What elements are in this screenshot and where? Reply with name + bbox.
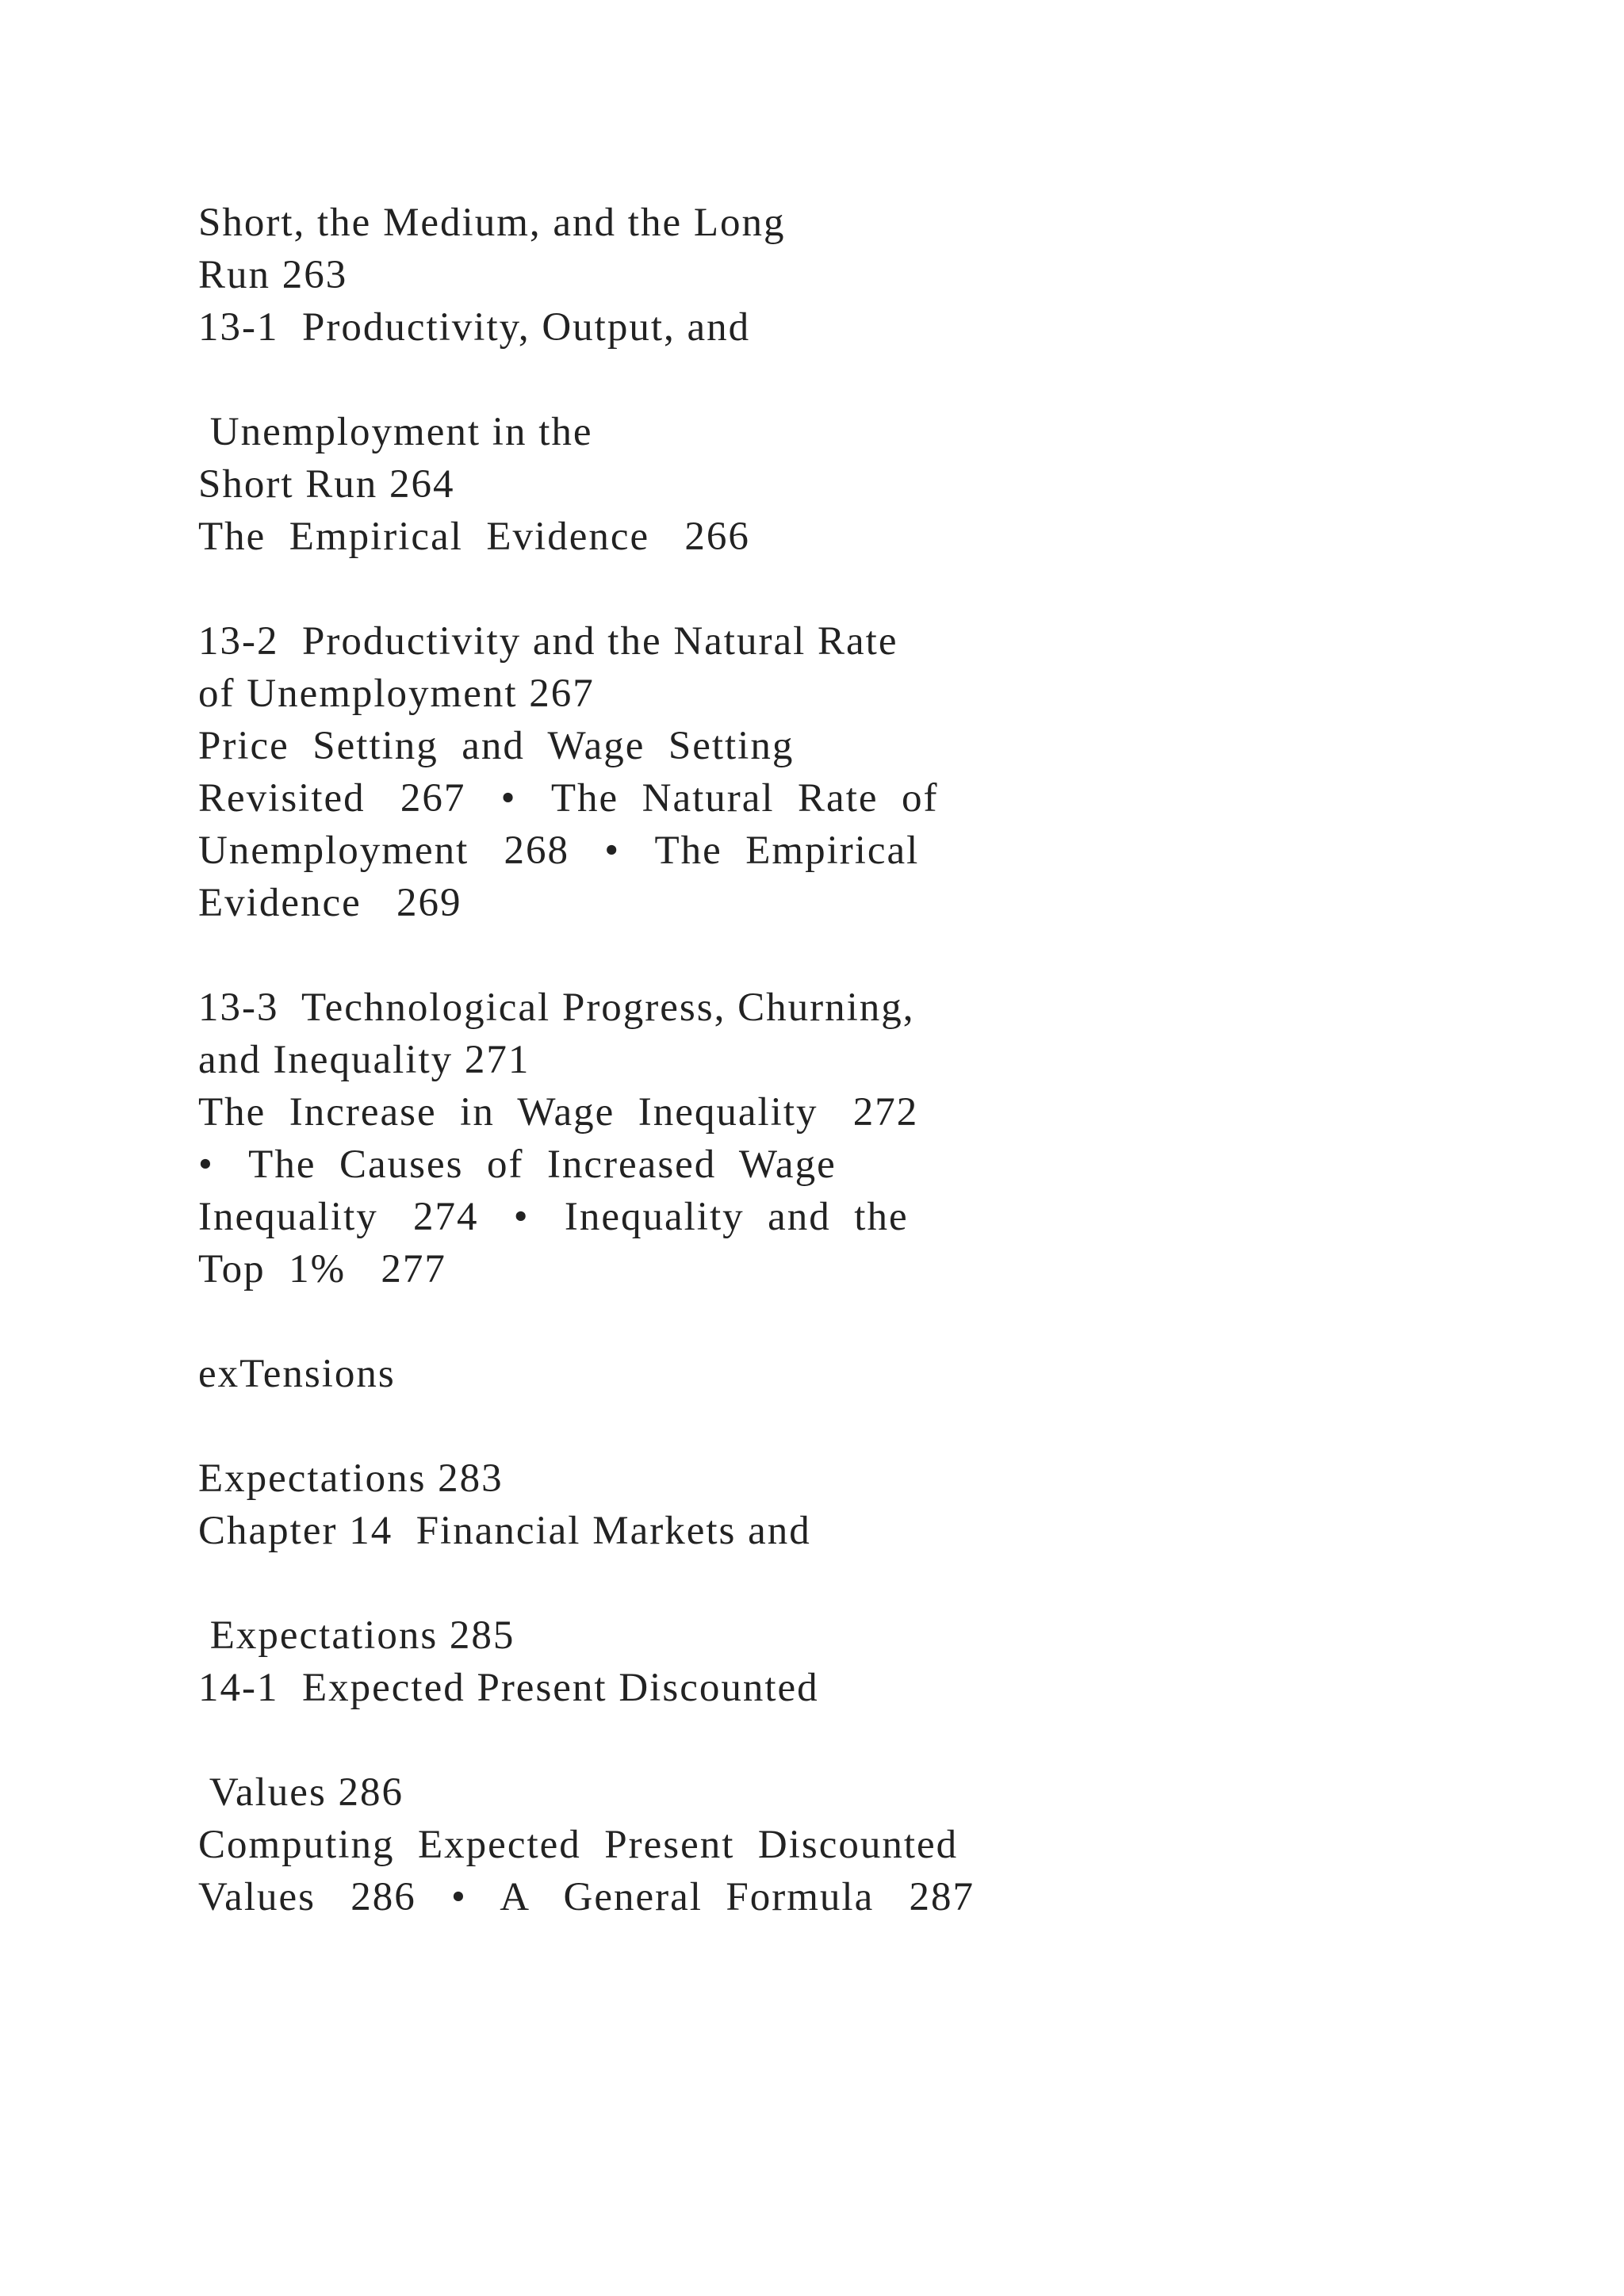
text-line-17: and Inequality 271 [198,1038,530,1082]
text-line-9: 13-2 Productivity and the Natural Rate [198,619,898,664]
text-line-14: Evidence 269 [198,881,462,925]
text-line-18: The Increase in Wage Inequality 272 [198,1090,919,1135]
text-line-29: 14-1 Expected Present Discounted [198,1666,819,1710]
text-line-5: Unemployment in the [198,410,593,454]
text-line-23: exTensions [198,1352,396,1396]
text-line-31: Values 286 [198,1770,404,1815]
text-line-26: Chapter 14 Financial Markets and [198,1509,811,1553]
blank-line [198,1295,1467,1348]
blank-line [198,1714,1467,1766]
blank-line [198,929,1467,982]
text-line-20: Inequality 274 • Inequality and the [198,1195,909,1239]
text-line-33: Values 286 • A General Formula 287 [198,1875,975,1919]
text-line-3: 13-1 Productivity, Output, and [198,305,751,350]
text-line-1: Short, the Medium, and the Long [198,201,786,245]
text-line-21: Top 1% 277 [198,1247,446,1292]
text-line-13: Unemployment 268 • The Empirical [198,828,920,873]
text-line-28: Expectations 285 [198,1613,515,1658]
text-line-11: Price Setting and Wage Setting [198,724,795,768]
blank-line [198,1557,1467,1609]
text-line-32: Computing Expected Present Discounted [198,1823,959,1867]
text-line-2: Run 263 [198,253,348,297]
blank-line [198,354,1467,406]
text-line-16: 13-3 Technological Progress, Churning, [198,985,915,1030]
text-line-7: The Empirical Evidence 266 [198,515,750,559]
text-line-6: Short Run 264 [198,462,455,507]
text-line-19: • The Causes of Increased Wage [198,1142,837,1187]
blank-line [198,1400,1467,1452]
text-line-10: of Unemployment 267 [198,672,595,716]
blank-line [198,563,1467,615]
text-line-25: Expectations 283 [198,1456,504,1501]
text-line-12: Revisited 267 • The Natural Rate of [198,776,939,821]
document-page [198,197,1467,1923]
